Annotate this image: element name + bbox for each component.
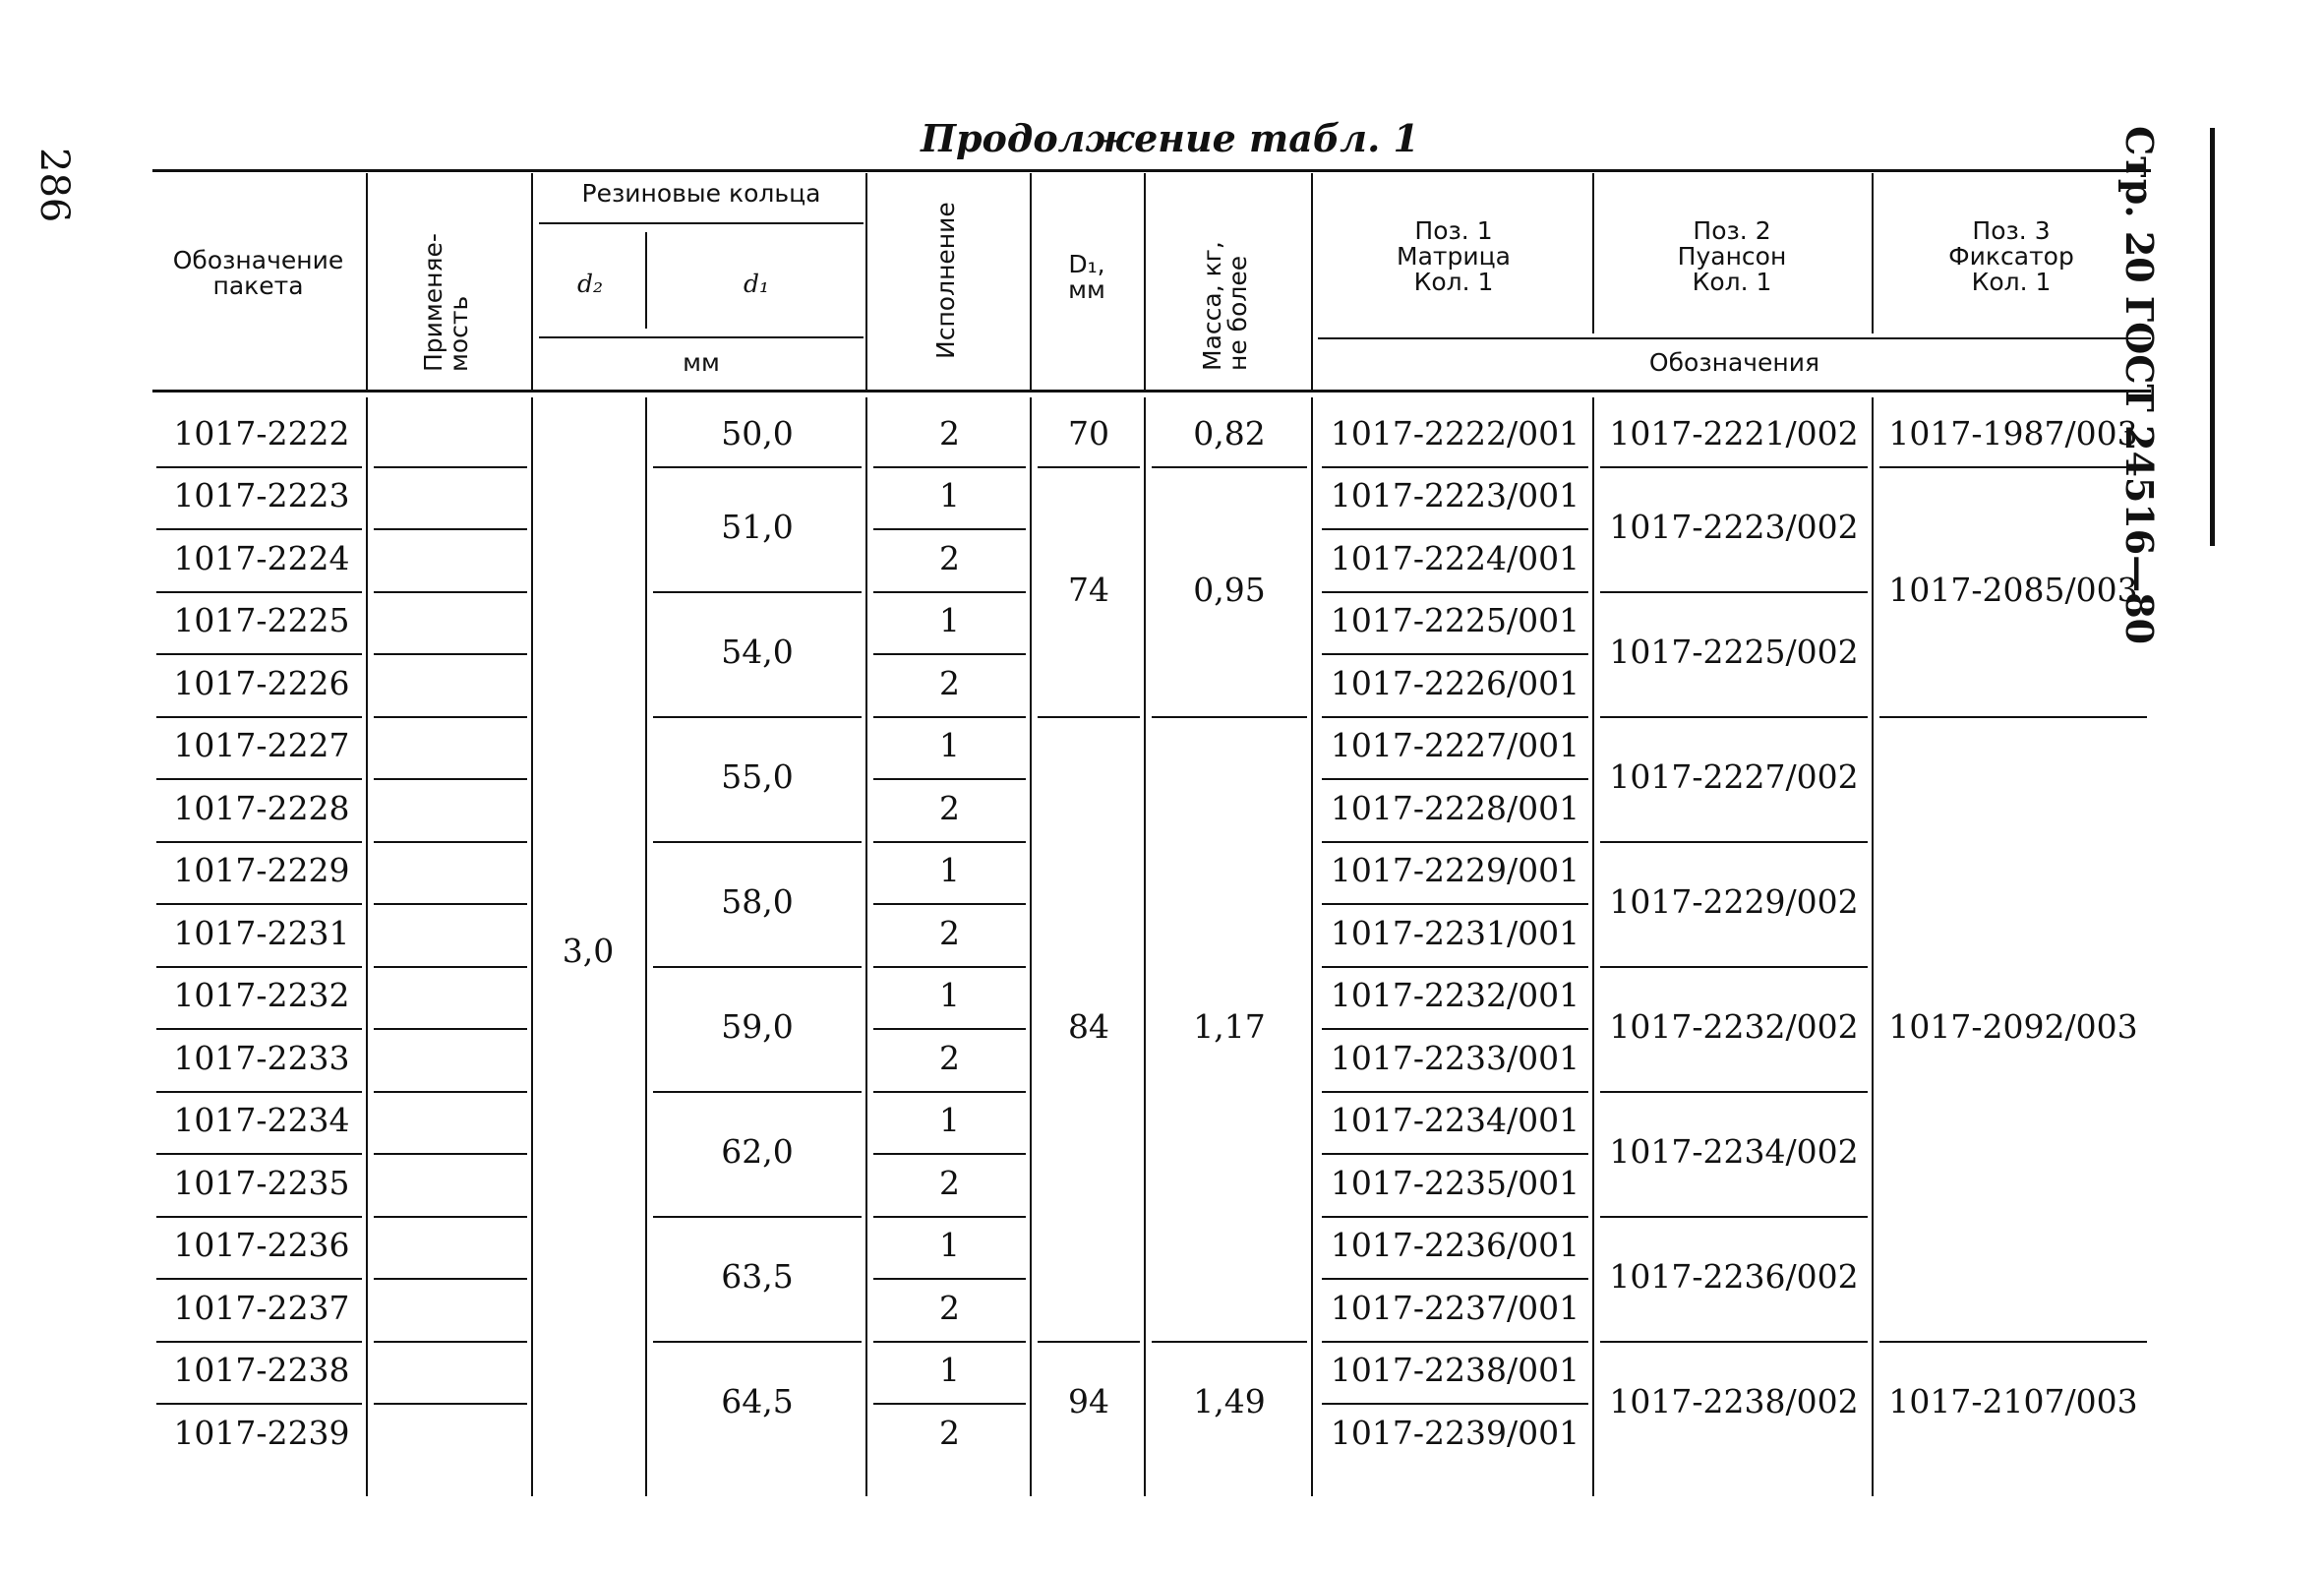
row-rule [374, 1153, 527, 1155]
row-rule [1600, 1341, 1868, 1343]
execution-value: 2 [939, 788, 960, 827]
row-rule [1600, 716, 1868, 718]
execution-value: 2 [939, 913, 960, 952]
row-rule [1879, 1341, 2147, 1343]
pos1-designation: 1017-2226/001 [1330, 663, 1580, 702]
mm-unit-rule [539, 336, 864, 338]
row-rule [374, 778, 527, 780]
execution-value: 1 [939, 726, 960, 765]
pos1-designation: 1017-2237/001 [1330, 1288, 1580, 1327]
row-rule [156, 903, 362, 905]
execution-value: 2 [939, 1163, 960, 1202]
header-designations: Обозначения [1648, 348, 1820, 377]
row-rule [1322, 841, 1588, 843]
row-rule [1038, 466, 1140, 468]
row-rule [1322, 591, 1588, 593]
row-rule [1879, 716, 2147, 718]
package-designation: 1017-2228 [173, 788, 350, 827]
row-rule [653, 591, 862, 593]
package-designation: 1017-2229 [173, 851, 350, 890]
package-designation: 1017-2234 [173, 1101, 350, 1140]
body-divider [1144, 397, 1146, 1496]
row-rule [653, 966, 862, 968]
execution-value: 1 [939, 1351, 960, 1390]
execution-value: 1 [939, 601, 960, 640]
row-rule [374, 466, 527, 468]
row-rule [1038, 716, 1140, 718]
header-bottom-rule [152, 390, 2151, 393]
D1-value: 84 [1068, 1007, 1109, 1046]
row-rule [156, 466, 362, 468]
row-rule [873, 1341, 1026, 1343]
row-rule [374, 903, 527, 905]
header-pos3: Поз. 3 Фиксатор Кол. 1 [1948, 216, 2074, 296]
side-header-rule [2210, 128, 2215, 546]
rings-group-rule [539, 222, 864, 224]
package-designation: 1017-2223 [173, 476, 350, 515]
row-rule [156, 1341, 362, 1343]
row-rule [873, 1403, 1026, 1405]
row-rule [374, 1028, 527, 1030]
package-designation: 1017-2231 [173, 913, 350, 952]
row-rule [1038, 1341, 1140, 1343]
body-divider [1592, 397, 1594, 1496]
package-designation: 1017-2233 [173, 1038, 350, 1077]
pos1-designation: 1017-2228/001 [1330, 788, 1580, 827]
header-divider [645, 232, 647, 329]
row-rule [156, 1216, 362, 1218]
execution-value: 2 [939, 1413, 960, 1452]
header-divider [1592, 173, 1594, 333]
row-rule [1322, 1341, 1588, 1343]
row-rule [374, 653, 527, 655]
row-rule [374, 966, 527, 968]
header-designation: Обозначение пакета [172, 246, 344, 300]
mass-value: 1,49 [1193, 1382, 1266, 1420]
row-rule [873, 1278, 1026, 1280]
package-designation: 1017-2235 [173, 1163, 350, 1202]
row-rule [873, 903, 1026, 905]
pos2-designation: 1017-2221/002 [1609, 413, 1859, 453]
package-designation: 1017-2222 [173, 413, 350, 453]
row-rule [873, 528, 1026, 530]
package-designation: 1017-2236 [173, 1226, 350, 1265]
row-rule [1152, 1341, 1307, 1343]
d1-value: 62,0 [721, 1132, 794, 1171]
execution-value: 2 [939, 413, 960, 453]
pos1-designation: 1017-2234/001 [1330, 1101, 1580, 1140]
row-rule [374, 1278, 527, 1280]
execution-value: 1 [939, 476, 960, 515]
header-d2: d₂ [576, 270, 604, 298]
row-rule [653, 716, 862, 718]
pos2-designation: 1017-2238/002 [1609, 1382, 1859, 1420]
header-divider [531, 173, 533, 390]
header-mass: Масса, кг, не более [1198, 241, 1252, 371]
header-rubber-rings: Резиновые кольца [581, 179, 821, 208]
row-rule [374, 716, 527, 718]
row-rule [1322, 1216, 1588, 1218]
execution-value: 1 [939, 1226, 960, 1265]
package-designation: 1017-2238 [173, 1351, 350, 1390]
row-rule [873, 716, 1026, 718]
pos2-designation: 1017-2236/002 [1609, 1257, 1859, 1296]
row-rule [156, 653, 362, 655]
pos1-designation: 1017-2229/001 [1330, 851, 1580, 890]
row-rule [873, 1028, 1026, 1030]
header-divider [1872, 173, 1874, 333]
row-rule [1600, 466, 1868, 468]
row-rule [156, 841, 362, 843]
row-rule [1322, 1028, 1588, 1030]
designations-rule [1318, 337, 2151, 339]
pos1-designation: 1017-2231/001 [1330, 913, 1580, 952]
package-designation: 1017-2226 [173, 663, 350, 702]
package-designation: 1017-2232 [173, 976, 350, 1015]
row-rule [156, 966, 362, 968]
header-divider [1311, 173, 1313, 390]
mass-value: 0,95 [1193, 570, 1266, 609]
row-rule [1322, 466, 1588, 468]
row-rule [1322, 1091, 1588, 1093]
body-divider [1311, 397, 1313, 1496]
package-designation: 1017-2225 [173, 601, 350, 640]
pos2-designation: 1017-2229/002 [1609, 882, 1859, 921]
pos2-designation: 1017-2225/002 [1609, 633, 1859, 671]
d1-value: 63,5 [721, 1257, 794, 1296]
header-divider [1030, 173, 1032, 390]
row-rule [156, 1153, 362, 1155]
pos1-designation: 1017-2239/001 [1330, 1413, 1580, 1452]
row-rule [1322, 653, 1588, 655]
body-divider [366, 397, 368, 1496]
header-pos2: Поз. 2 Пуансон Кол. 1 [1677, 216, 1787, 296]
pos1-designation: 1017-2225/001 [1330, 601, 1580, 640]
pos1-designation: 1017-2232/001 [1330, 976, 1580, 1015]
execution-value: 2 [939, 1288, 960, 1327]
row-rule [1322, 528, 1588, 530]
d1-value: 59,0 [721, 1007, 794, 1046]
row-rule [1600, 1091, 1868, 1093]
pos1-designation: 1017-2223/001 [1330, 476, 1580, 515]
row-rule [653, 841, 862, 843]
header-mm: мм [683, 348, 720, 377]
row-rule [653, 466, 862, 468]
pos3-designation: 1017-2092/003 [1888, 1007, 2138, 1046]
row-rule [653, 1341, 862, 1343]
row-rule [374, 528, 527, 530]
header-D1: D₁, мм [1068, 250, 1105, 304]
row-rule [873, 1153, 1026, 1155]
mass-value: 0,82 [1193, 413, 1266, 453]
row-rule [1600, 841, 1868, 843]
pos1-designation: 1017-2233/001 [1330, 1038, 1580, 1077]
table-continuation-caption: Продолжение табл. 1 [921, 116, 1419, 160]
pos3-designation: 1017-1987/003 [1888, 413, 2138, 453]
header-pos1: Поз. 1 Матрица Кол. 1 [1397, 216, 1511, 296]
row-rule [374, 1341, 527, 1343]
header-applicability: Применяе- мость [419, 233, 473, 372]
execution-value: 2 [939, 663, 960, 702]
table-top-rule [152, 169, 2151, 172]
row-rule [1879, 466, 2147, 468]
row-rule [653, 1216, 862, 1218]
row-rule [1152, 716, 1307, 718]
row-rule [873, 1091, 1026, 1093]
header-divider [865, 173, 867, 390]
pos1-designation: 1017-2224/001 [1330, 538, 1580, 577]
body-divider [865, 397, 867, 1496]
body-divider [531, 397, 533, 1496]
pos2-designation: 1017-2227/002 [1609, 757, 1859, 796]
pos2-designation: 1017-2223/002 [1609, 508, 1859, 546]
body-divider [645, 397, 647, 1496]
header-d1: d₁ [743, 270, 770, 298]
row-rule [156, 1028, 362, 1030]
page-number: 286 [31, 148, 77, 223]
row-rule [156, 1278, 362, 1280]
row-rule [156, 716, 362, 718]
row-rule [1322, 1153, 1588, 1155]
d1-value: 58,0 [721, 882, 794, 921]
row-rule [1322, 1278, 1588, 1280]
execution-value: 1 [939, 976, 960, 1015]
d1-value: 54,0 [721, 633, 794, 671]
d1-value: 51,0 [721, 508, 794, 546]
execution-value: 1 [939, 851, 960, 890]
row-rule [1600, 591, 1868, 593]
D1-value: 94 [1068, 1382, 1109, 1420]
mass-value: 1,17 [1193, 1007, 1266, 1046]
row-rule [873, 591, 1026, 593]
body-divider [1872, 397, 1874, 1496]
row-rule [156, 778, 362, 780]
package-designation: 1017-2224 [173, 538, 350, 577]
execution-value: 1 [939, 1101, 960, 1140]
package-designation: 1017-2239 [173, 1413, 350, 1452]
row-rule [1152, 466, 1307, 468]
d1-value: 64,5 [721, 1382, 794, 1420]
pos3-designation: 1017-2107/003 [1888, 1382, 2138, 1420]
D1-value: 70 [1068, 413, 1109, 453]
row-rule [374, 1403, 527, 1405]
row-rule [873, 778, 1026, 780]
package-designation: 1017-2237 [173, 1288, 350, 1327]
row-rule [873, 466, 1026, 468]
row-rule [374, 1216, 527, 1218]
row-rule [1322, 966, 1588, 968]
row-rule [156, 1091, 362, 1093]
pos1-designation: 1017-2222/001 [1330, 413, 1580, 453]
pos3-designation: 1017-2085/003 [1888, 570, 2138, 609]
row-rule [873, 966, 1026, 968]
d1-value: 55,0 [721, 757, 794, 796]
d1-value: 50,0 [721, 413, 794, 453]
D1-value: 74 [1068, 570, 1109, 609]
body-divider [1030, 397, 1032, 1496]
row-rule [1322, 903, 1588, 905]
pos1-designation: 1017-2236/001 [1330, 1226, 1580, 1265]
row-rule [873, 841, 1026, 843]
execution-value: 2 [939, 1038, 960, 1077]
pos2-designation: 1017-2234/002 [1609, 1132, 1859, 1171]
package-designation: 1017-2227 [173, 726, 350, 765]
standard-page-header: Стр. 20 ГОСТ 24516—80 [2117, 126, 2162, 645]
row-rule [1322, 716, 1588, 718]
row-rule [156, 528, 362, 530]
pos1-designation: 1017-2227/001 [1330, 726, 1580, 765]
row-rule [1322, 1403, 1588, 1405]
header-divider [1144, 173, 1146, 390]
row-rule [1600, 966, 1868, 968]
row-rule [374, 1091, 527, 1093]
pos2-designation: 1017-2232/002 [1609, 1007, 1859, 1046]
row-rule [374, 591, 527, 593]
row-rule [374, 841, 527, 843]
pos1-designation: 1017-2235/001 [1330, 1163, 1580, 1202]
row-rule [1600, 1216, 1868, 1218]
header-execution: Исполнение [931, 202, 960, 359]
execution-value: 2 [939, 538, 960, 577]
row-rule [653, 1091, 862, 1093]
row-rule [156, 591, 362, 593]
row-rule [1322, 778, 1588, 780]
row-rule [156, 1403, 362, 1405]
pos1-designation: 1017-2238/001 [1330, 1351, 1580, 1390]
header-divider [366, 173, 368, 390]
d2-value: 3,0 [562, 932, 615, 970]
row-rule [873, 1216, 1026, 1218]
row-rule [873, 653, 1026, 655]
